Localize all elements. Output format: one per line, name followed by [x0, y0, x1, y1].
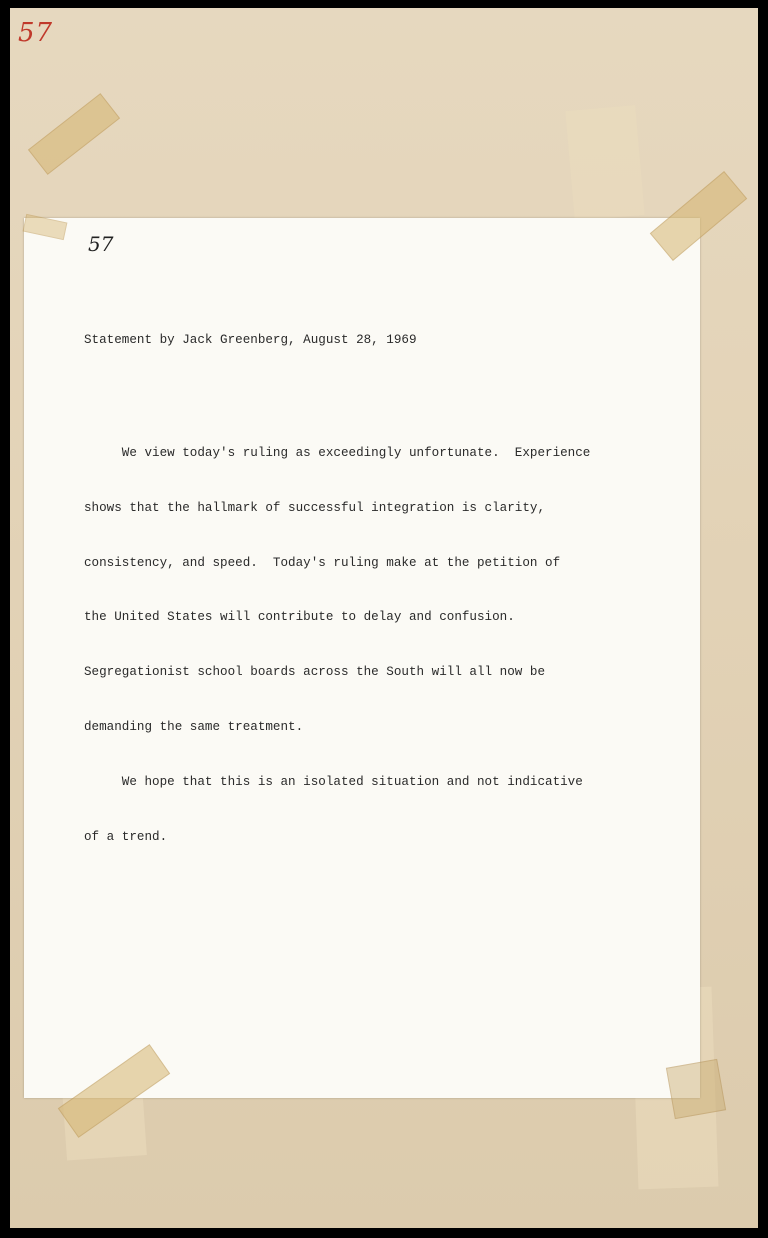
- body-line: the United States will contribute to delay and confusion.: [84, 610, 515, 625]
- tape-top-right-faded: [565, 105, 644, 221]
- statement-body: [84, 412, 590, 878]
- body-line: We view today's ruling as exceedingly unfortunate. Experience: [84, 446, 591, 460]
- body-line: demanding the same treatment.: [84, 719, 304, 734]
- mounting-board: [10, 8, 758, 1228]
- body-line: of a trend.: [84, 829, 168, 844]
- typed-statement-page: [24, 218, 700, 1098]
- tape-top-left: [28, 93, 120, 175]
- statement-heading: Statement by Jack Greenberg, August 28, 1969: [84, 333, 417, 347]
- body-line: consistency, and speed. Today's ruling make at the petition of: [84, 555, 561, 570]
- body-line: We hope that this is an isolated situation and not indicative: [84, 774, 583, 789]
- body-line: Segregationist school boards across the South will all now be: [84, 665, 546, 680]
- handwritten-page-number: 57: [88, 232, 114, 256]
- body-line: shows that the hallmark of successful integration is clarity,: [84, 500, 546, 515]
- tape-paper-bottom-right: [666, 1059, 726, 1119]
- archive-number: 57: [18, 18, 54, 48]
